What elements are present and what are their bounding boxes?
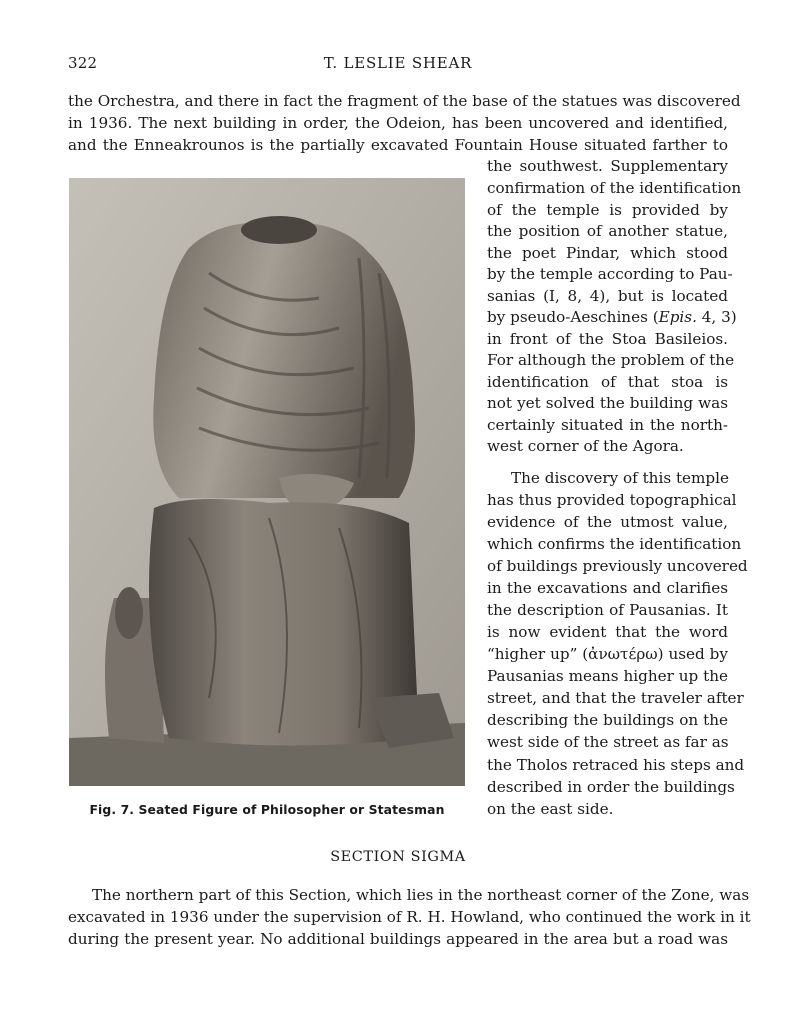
running-title: T. LESLIE SHEAR: [323, 54, 473, 72]
column-line: by the temple according to Pau-: [487, 265, 733, 283]
body-line: excavated in 1936 under the supervision of R. H. Howland, who continued the work in it: [68, 908, 751, 926]
column-line-text: by pseudo-Aeschines (: [487, 308, 659, 326]
column-line: the poet Pindar, which stood: [487, 244, 728, 262]
column-line: sanias (I, 8, 4), but is located: [487, 287, 728, 305]
column-line: describing the buildings on the: [487, 711, 728, 729]
column-line: described in order the buildings: [487, 778, 735, 796]
column-line: is now evident that the word: [487, 623, 728, 641]
column-line: [487, 306, 737, 328]
body-line: and the Enneakrounos is the partially excavated Fountain House situated farther to: [68, 136, 728, 154]
column-line: certainly situated in the north-: [487, 416, 728, 434]
column-line: “higher up” (ἀνωτέρω) used by: [487, 645, 728, 663]
body-line: the Orchestra, and there in fact the fragment of the base of the statues was discovered: [68, 92, 741, 110]
body-line: in 1936. The next building in order, the Odeion, has been uncovered and identified,: [68, 114, 728, 132]
column-line: in the excavations and clarifies: [487, 579, 728, 597]
column-line: in front of the Stoa Basileios.: [487, 330, 728, 348]
column-line: the Tholos retraced his steps and: [487, 756, 745, 774]
column-line-citation: [659, 306, 737, 328]
column-line: The discovery of this temple: [511, 469, 730, 487]
body-line: during the present year. No additional buildings appeared in the area but a road was: [68, 930, 728, 948]
citation-ref: 4, 3): [696, 308, 737, 326]
column-line: evidence of the utmost value,: [487, 513, 728, 531]
column-line: confirmation of the identification: [487, 179, 742, 197]
column-line: the position of another statue,: [487, 222, 728, 240]
column-line: not yet solved the building was: [487, 394, 728, 412]
column-line: Pausanias means higher up the: [487, 667, 728, 685]
column-line: street, and that the traveler after: [487, 689, 744, 707]
column-line: of the temple is provided by: [487, 201, 728, 219]
column-line: the description of Pausanias. It: [487, 601, 728, 619]
statue-illustration: [69, 178, 465, 786]
column-line: of buildings previously uncovered: [487, 557, 748, 575]
figure-caption: Fig. 7. Seated Figure of Philosopher or Statesman: [89, 802, 445, 817]
body-line: The northern part of this Section, which lies in the northeast corner of the Zone, was: [92, 886, 750, 904]
column-line: on the east side.: [487, 800, 614, 818]
column-line: which confirms the identification: [487, 535, 742, 553]
column-line: For although the problem of the: [487, 351, 735, 369]
column-line: west side of the street as far as: [487, 733, 729, 751]
column-line: the southwest. Supplementary: [487, 157, 728, 175]
citation-italic: Epis.: [658, 308, 697, 326]
page-number: 322: [68, 54, 98, 72]
column-line: west corner of the Agora.: [487, 437, 684, 455]
column-line: has thus provided topographical: [487, 491, 737, 509]
column-line: identification of that stoa is: [487, 373, 728, 391]
statue-photograph: [69, 178, 465, 786]
section-heading: SECTION SIGMA: [330, 849, 466, 865]
